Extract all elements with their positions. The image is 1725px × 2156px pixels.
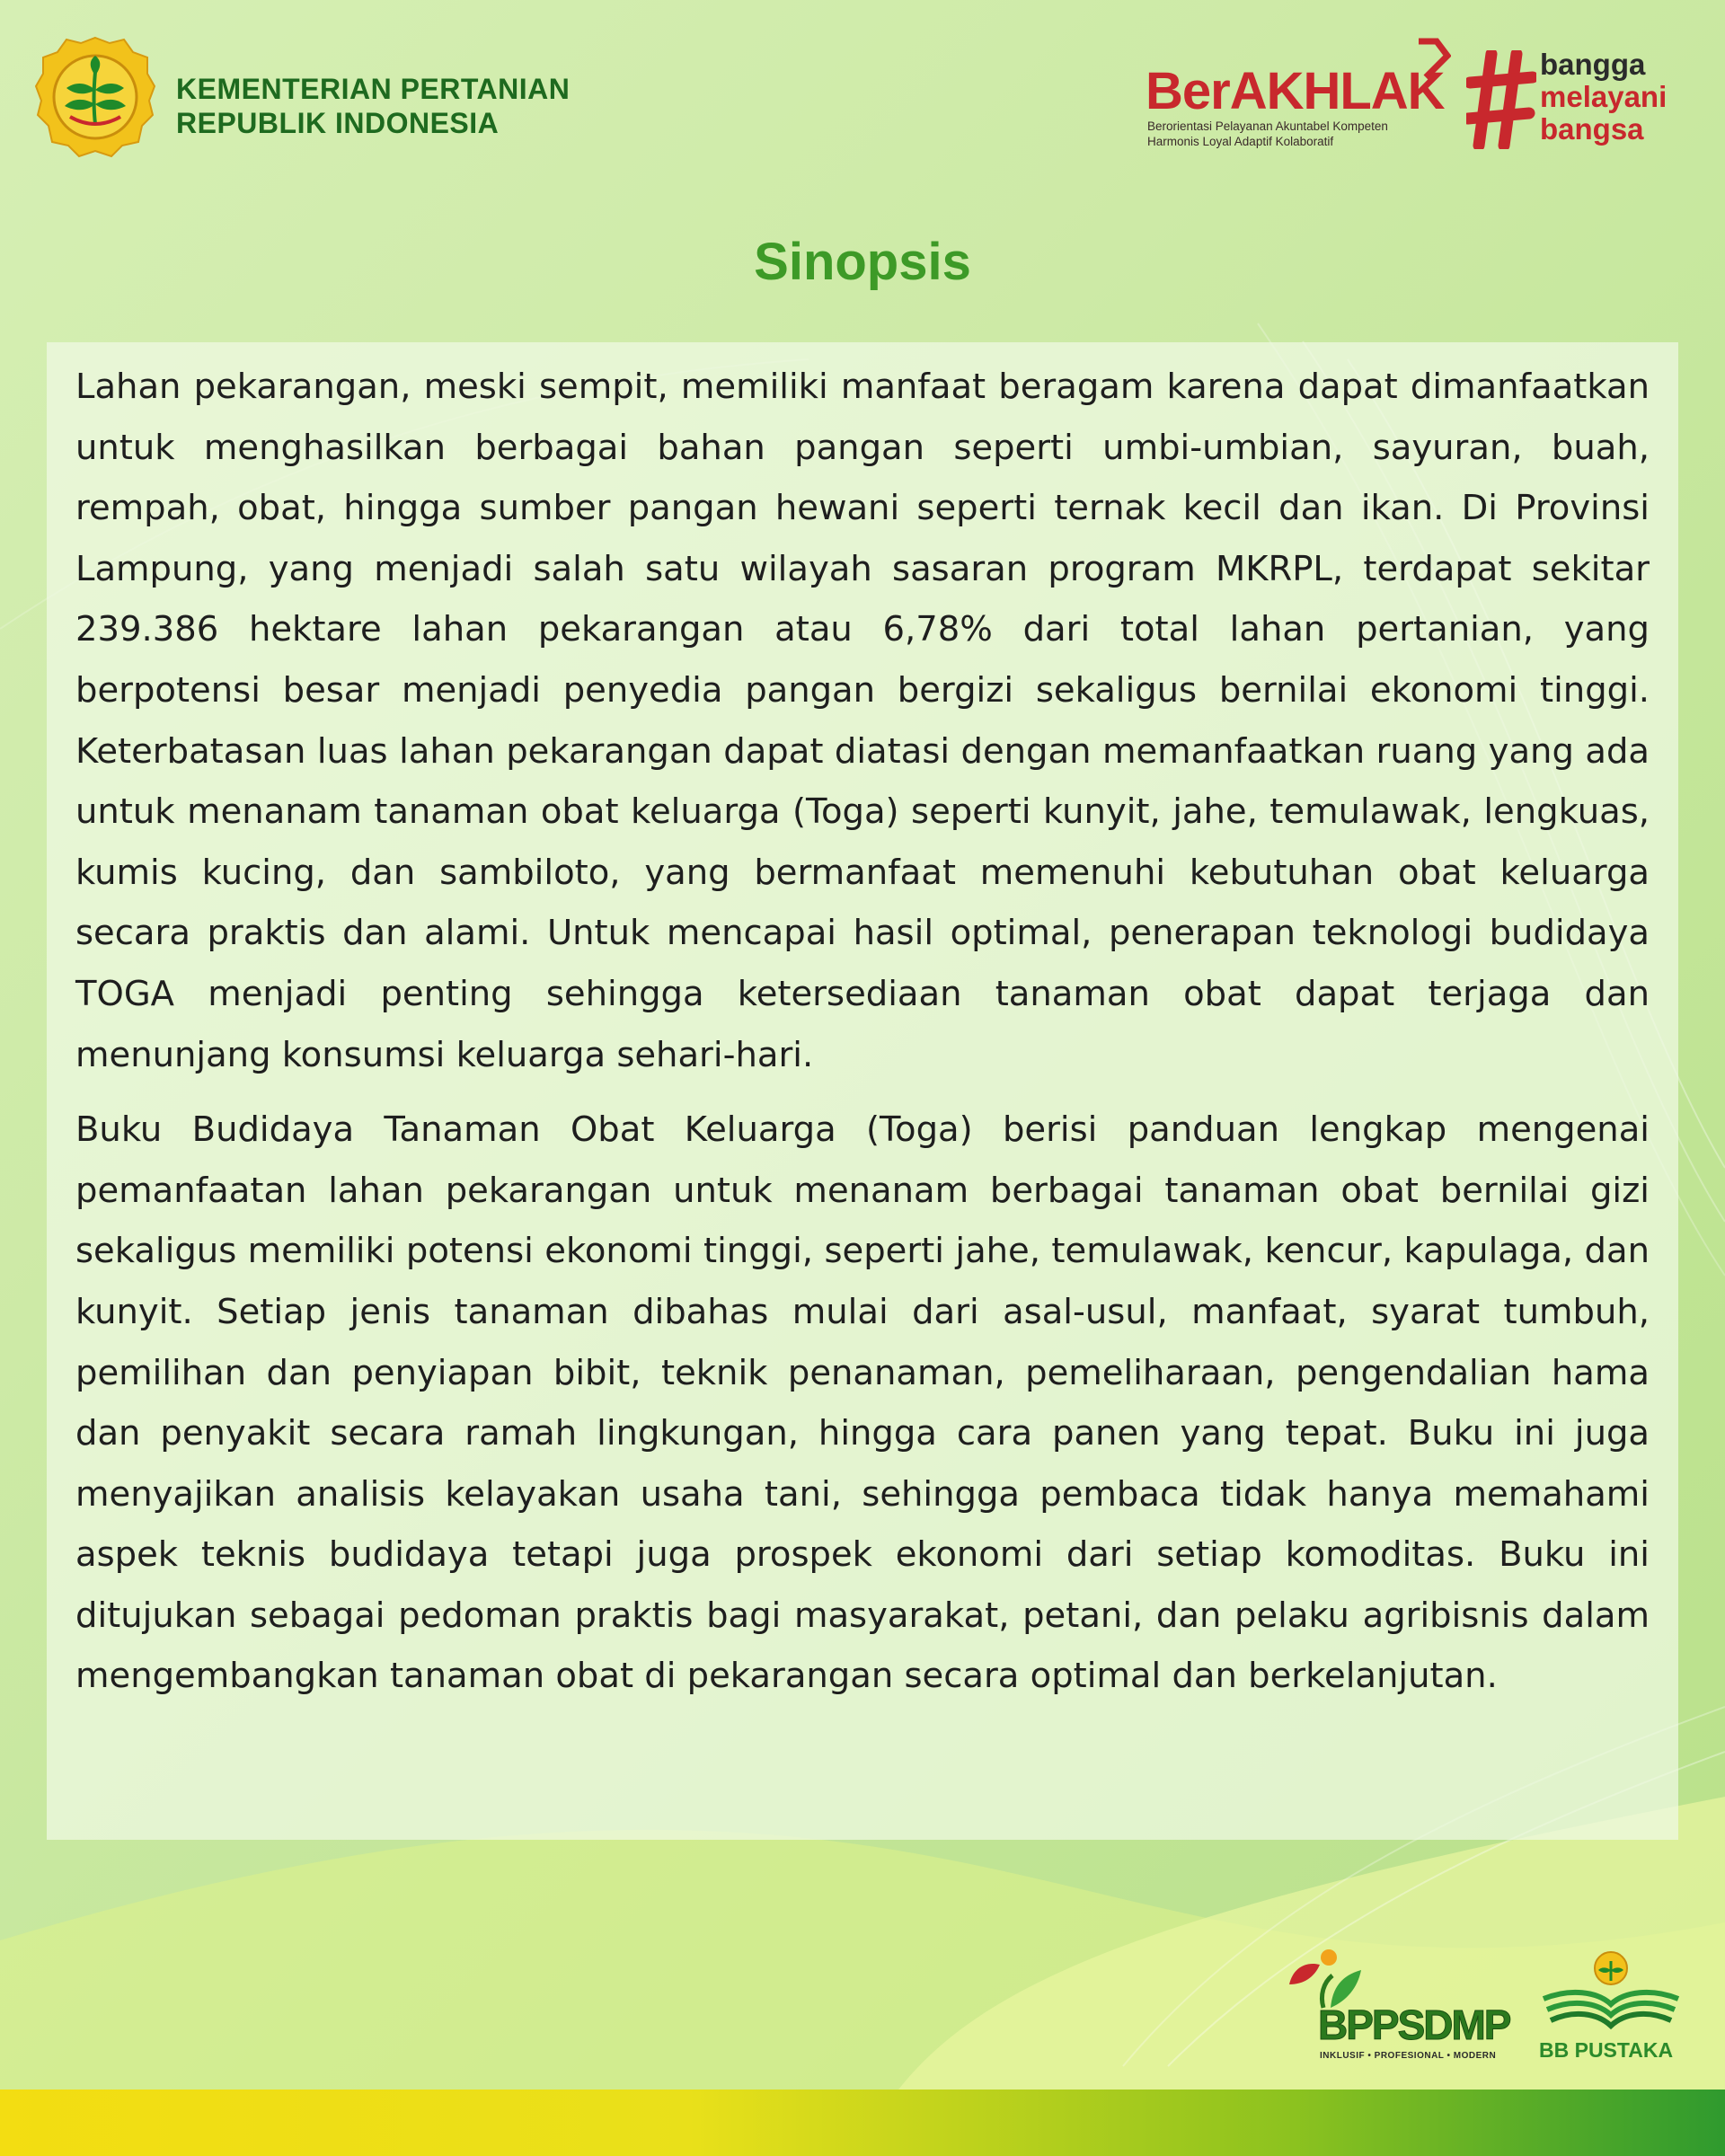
bottom-color-bar: [0, 2090, 1725, 2156]
bbpustaka-word: BB PUSTAKA: [1539, 2038, 1674, 2062]
berakhlak-word: BerAKHLAK: [1146, 62, 1445, 120]
synopsis-panel: [47, 342, 1678, 1840]
berakhlak-sub-line2: Harmonis Loyal Adaptif Kolaboratif: [1147, 135, 1334, 148]
bangga-line3: bangsa: [1540, 112, 1644, 146]
ministry-line1: KEMENTERIAN PERTANIAN: [176, 73, 571, 105]
hashtag-icon: [1466, 50, 1536, 149]
berakhlak-logo: [1146, 36, 1445, 153]
bppsdmp-tagline: INKLUSIF • PROFESIONAL • MODERN: [1320, 2051, 1497, 2061]
bbpustaka-book-icon: [1535, 1948, 1687, 2038]
ministry-emblem-icon: [34, 36, 156, 158]
ministry-line2: REPUBLIK INDONESIA: [176, 107, 500, 139]
footer-logos: [1280, 1945, 1703, 2071]
header: [0, 0, 1725, 198]
berakhlak-chevron-icon: [1415, 36, 1451, 81]
bangga-melayani-bangsa-logo: [1466, 43, 1700, 151]
berakhlak-subtitle: [1147, 119, 1388, 149]
synopsis-paragraph-1: Lahan pekarangan, meski sempit, memiliki manfaat beragam karena dapat dimanfaatkan untuk menghasilkan berbagai bahan pangan seperti umbi-umbian, sayuran, buah, rempah, obat, hingga sumber pangan hewani seperti ternak kecil dan ikan. Di Provinsi Lampung, yang menjadi salah satu wilayah sasaran program MKRPL, terdapat sekitar 239.386 hektare lahan pekarangan atau 6,78% dari total lahan pertanian, yang berpotensi besar menjadi penyedia pangan bergizi sekaligus bernilai ekonomi tinggi. Keterbatasan luas lahan pekarangan dapat diatasi dengan memanfaatkan ruang yang ada untuk menanam tanaman obat keluarga (Toga) seperti kunyit, jahe, temulawak, lengkuas, kumis kucing, dan sambiloto, yang bermanfaat memenuhi kebutuhan obat keluarga secara praktis dan alami. Untuk mencapai hasil optimal, penerapan teknologi budidaya TOGA menjadi penting sehingga ketersediaan tanaman obat dapat terjaga dan menunjang konsumsi keluarga sehari-hari.: [75, 367, 1650, 1075]
bangga-text: [1540, 49, 1667, 146]
bppsdmp-word: BPPSDMP: [1318, 2001, 1510, 2048]
berakhlak-sub-line1: Berorientasi Pelayanan Akuntabel Kompeten: [1147, 119, 1388, 133]
synopsis-paragraph-2: Buku Budidaya Tanaman Obat Keluarga (Toga) berisi panduan lengkap mengenai pemanfaatan lahan pekarangan untuk menanam berbagai tanaman obat bernilai gizi sekaligus memiliki potensi ekonomi tinggi, seperti jahe, temulawak, kencur, kapulaga, dan kunyit. Setiap jenis tanaman dibahas mulai dari asal-usul, manfaat, syarat tumbuh, pemilihan dan penyiapan bibit, teknik penanaman, pemeliharaan, pengendalian hama dan penyakit secara ramah lingkungan, hingga cara panen yang tepat. Buku ini juga menyajikan analisis kelayakan usaha tani, sehingga pembaca tidak hanya memahami aspek teknis budidaya tetapi juga prospek ekonomi dari setiap komoditas. Buku ini ditujukan sebagai pedoman praktis bagi masyarakat, petani, dan pelaku agribisnis dalam mengembangkan tanaman obat di pekarangan secara optimal dan berkelanjutan.: [75, 1109, 1650, 1697]
bangga-line2: melayani: [1540, 80, 1668, 113]
bangga-line1: bangga: [1540, 48, 1646, 81]
page-title: Sinopsis: [754, 233, 971, 291]
ministry-name: [176, 72, 570, 140]
